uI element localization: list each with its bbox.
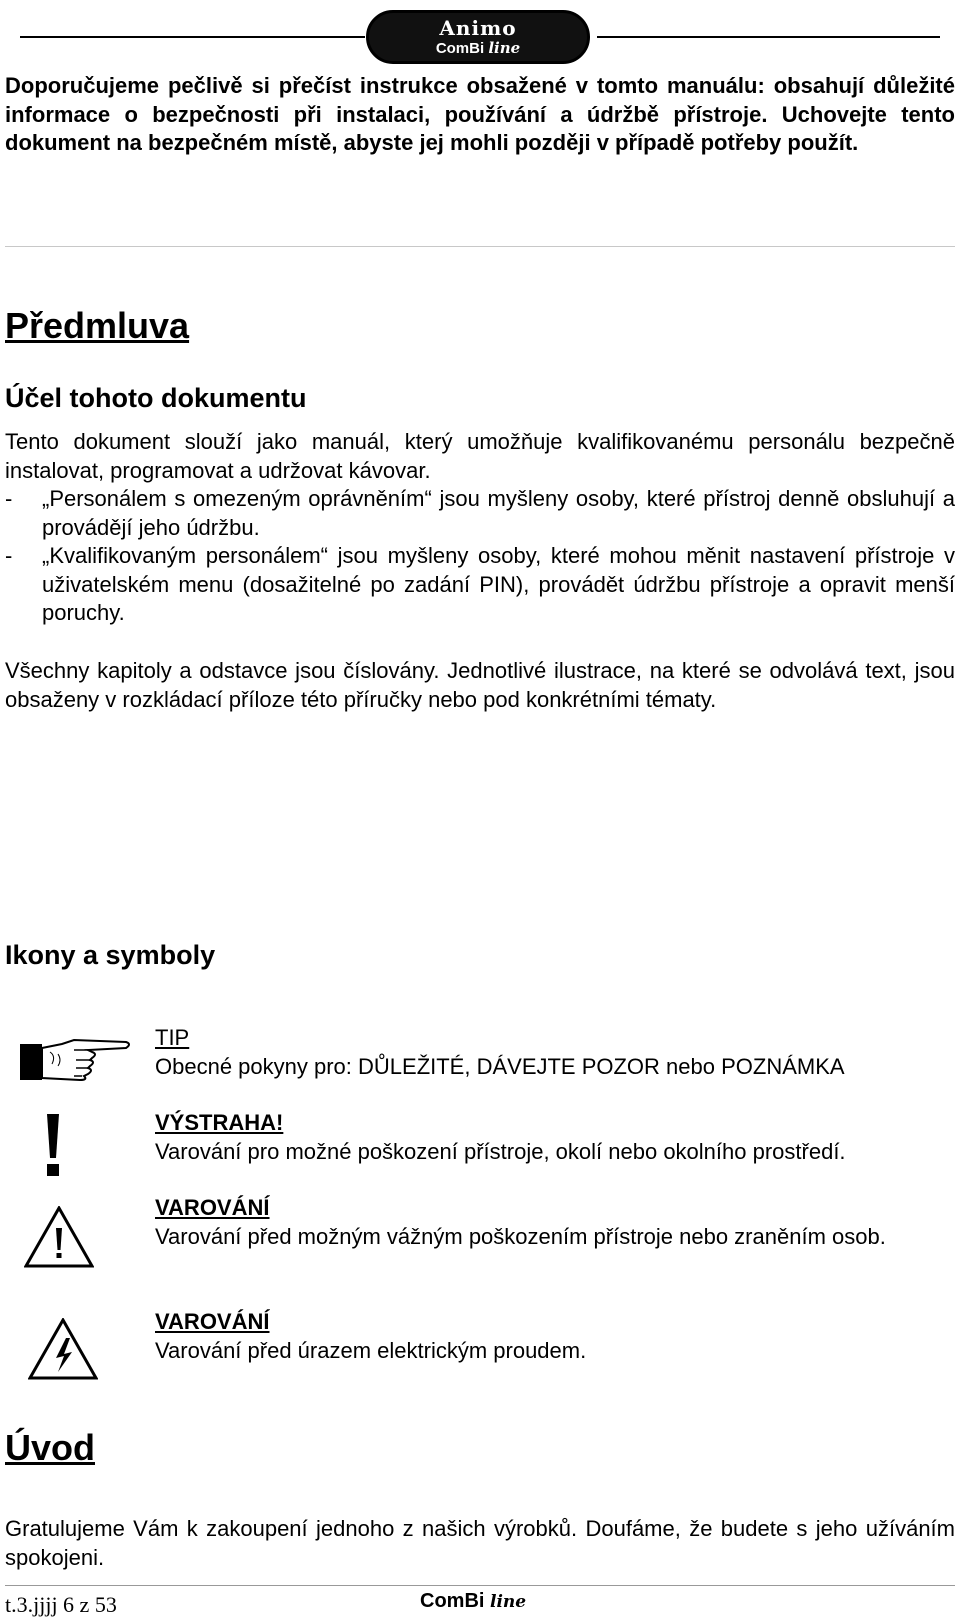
chapters-paragraph: Všechny kapitoly a odstavce jsou číslovány. Jednotlivé ilustrace, na které se odvolává text, jsou obsaženy v rozkládací příloze této příručky nebo pod konkrétními tématy. <box>5 658 955 712</box>
electric-hazard-icon <box>28 1318 98 1380</box>
symbols-heading: Ikony a symboly <box>5 940 216 970</box>
purpose-heading: Účel tohoto dokumentu <box>5 383 307 413</box>
symbol-title: VAROVÁNÍ <box>155 1309 270 1334</box>
warning-triangle-icon <box>24 1206 94 1268</box>
symbol-desc: Varování pro možné poškození přístroje, okolí nebo okolního prostředí. <box>155 1139 846 1164</box>
symbol-title: TIP <box>155 1025 190 1050</box>
page-number: t.3.jjjj 6 z 53 <box>5 1592 117 1617</box>
bullet-dash: - <box>5 486 13 511</box>
purpose-paragraph: Tento dokument slouží jako manuál, který umožňuje kvalifikovanému personálu bezpečně instalovat, programovat a udržovat kávovar. <box>5 429 955 483</box>
animo-combi-logo <box>366 10 590 64</box>
separator-line <box>5 246 955 247</box>
symbol-title: VÝSTRAHA! <box>155 1110 284 1135</box>
symbol-desc: Varování před možným vážným poškozením přístroje nebo zraněním osob. <box>155 1224 886 1249</box>
introduction-heading: Úvod <box>5 1427 95 1468</box>
bullet-text: „Kvalifikovaným personálem“ jsou myšleny osoby, které mohou měnit nastavení přístroje v uživatelském menu (dosažitelné po zadání PIN), provádět údržbu přístroje a opravit menší poruchy. <box>42 543 955 625</box>
welcome-paragraph: Gratulujeme Vám k zakoupení jednoho z našich výrobků. Doufáme, že budete s jeho užíváním spokojeni. <box>5 1516 955 1570</box>
footer-rule <box>5 1585 955 1586</box>
exclamation-icon <box>40 1114 66 1178</box>
pointing-hand-icon <box>18 1036 134 1088</box>
header-rule-right <box>597 36 940 38</box>
header-rule-left <box>20 36 365 38</box>
symbol-desc: Varování před úrazem elektrickým proudem. <box>155 1338 587 1363</box>
bullet-text: „Personálem s omezeným oprávněním“ jsou myšleny osoby, které přístroj denně obsluhují a provádějí jeho údržbu. <box>42 486 955 540</box>
footer-combi-logo: ComBi line <box>420 1590 527 1612</box>
logo-sub: ComBi line <box>435 39 521 57</box>
symbol-desc: Obecné pokyny pro: DŮLEŽITÉ, DÁVEJTE POZOR nebo POZNÁMKA <box>155 1054 845 1079</box>
preface-heading: Předmluva <box>5 305 190 346</box>
intro-paragraph: Doporučujeme pečlivě si přečíst instrukce obsažené v tomto manuálu: obsahují důležité informace o bezpečnosti při instalaci, používání a údržbě přístroje. Uchovejte tento dokument na bezpečném místě, abyste jej mohli později v případě potřeby použít. <box>5 73 955 155</box>
logo-brand: Animo <box>439 16 517 40</box>
symbol-title: VAROVÁNÍ <box>155 1195 270 1220</box>
bullet-dash: - <box>5 543 13 568</box>
